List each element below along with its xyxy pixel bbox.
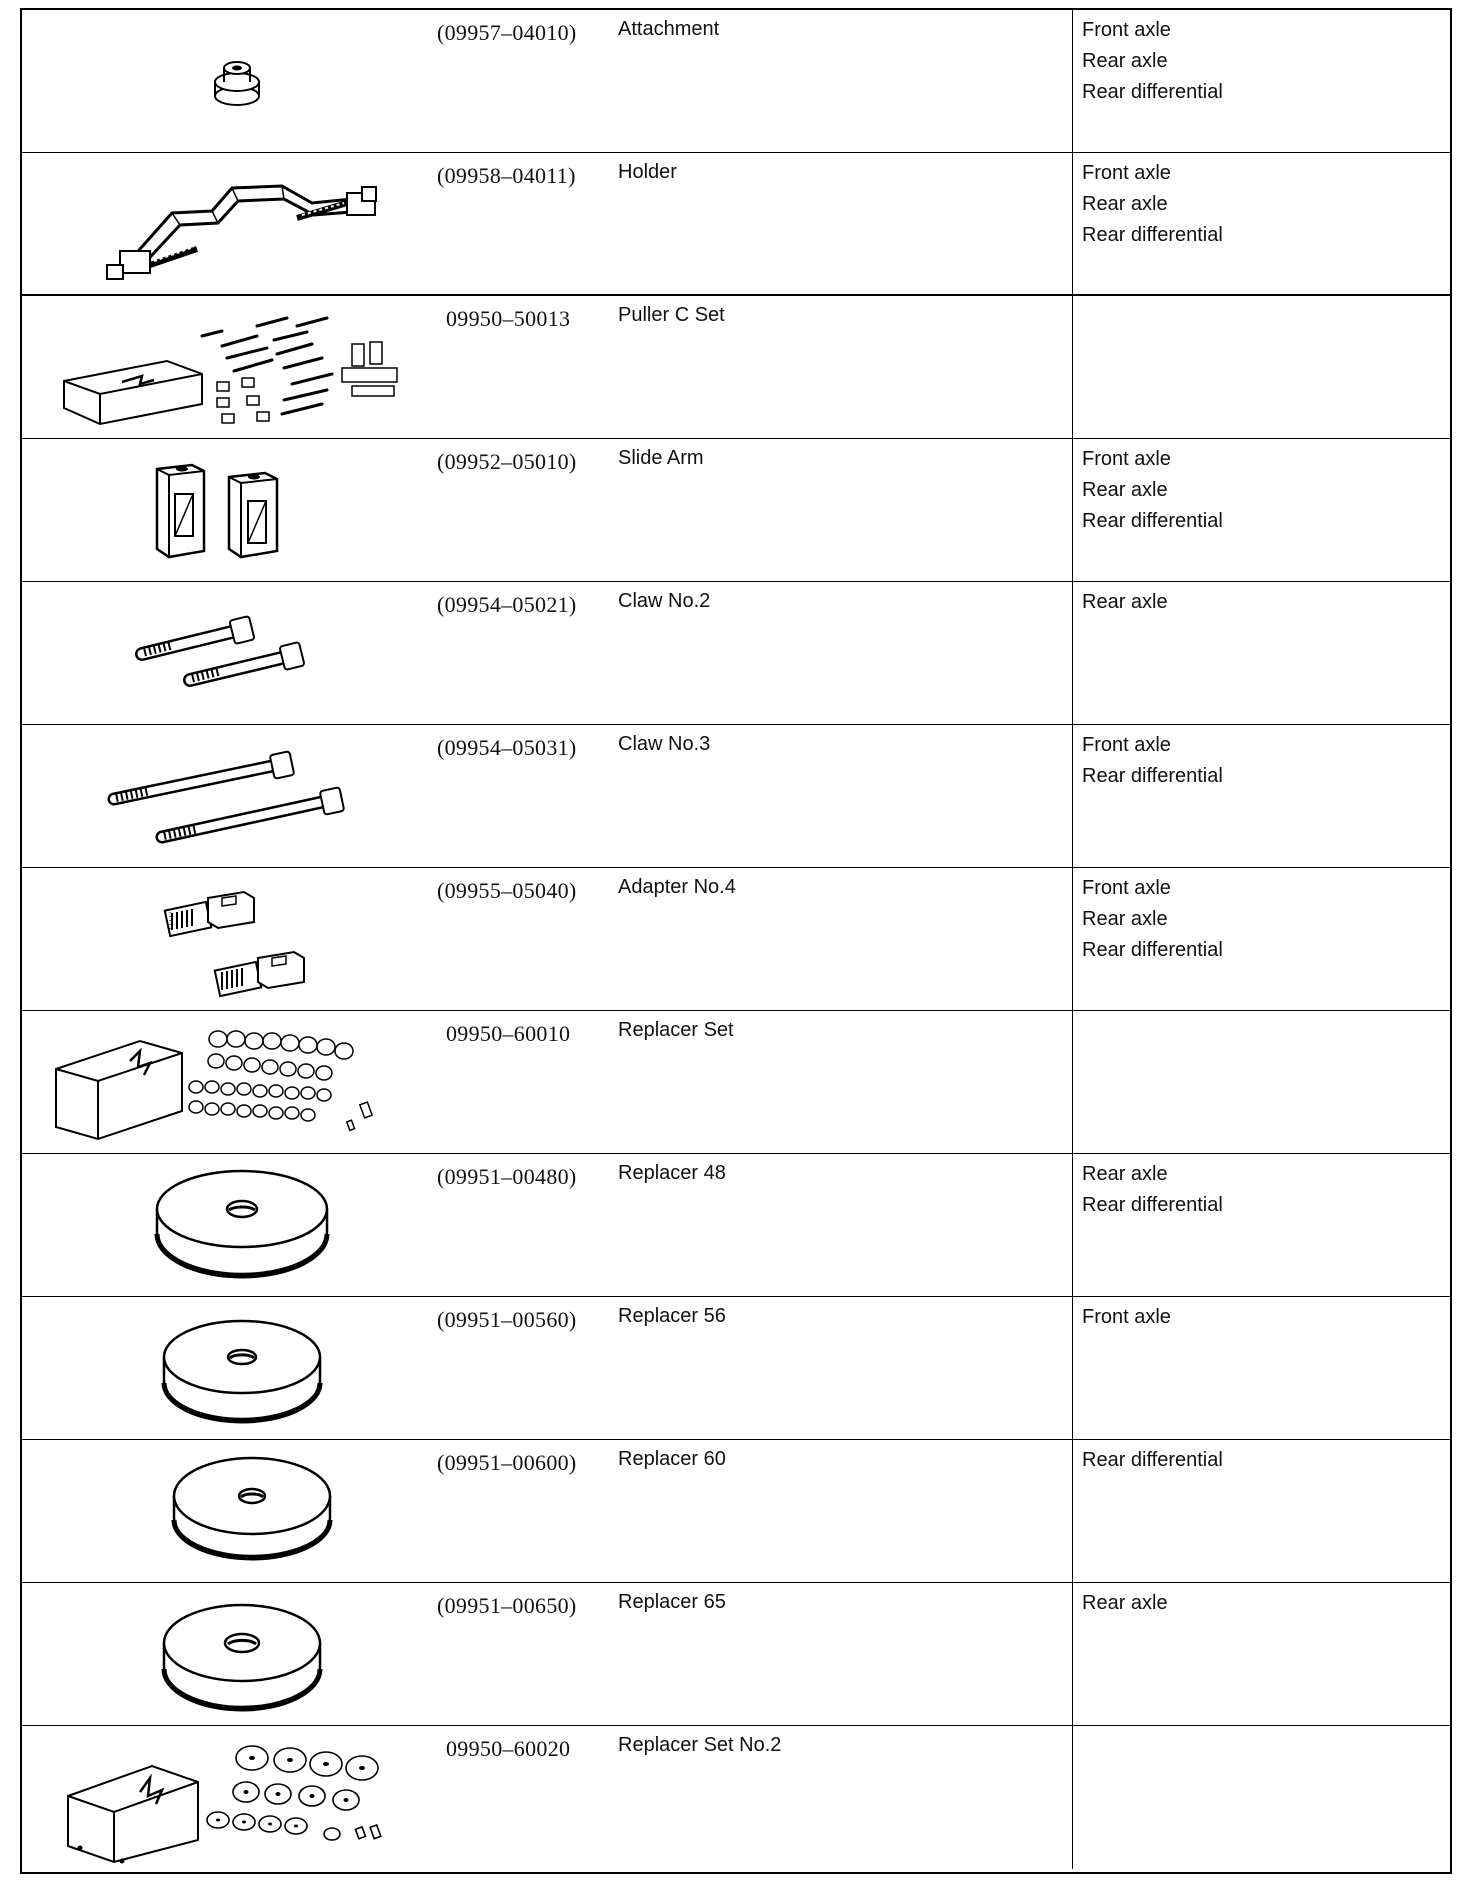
usage-item: Rear axle [1082, 1163, 1168, 1185]
tool-name: Replacer Set [618, 1019, 734, 1041]
usage-item: Front axle [1082, 877, 1171, 899]
table-row [22, 582, 1450, 725]
part-number: (09954–05021) [437, 592, 577, 617]
replacer-set-2-icon [22, 1726, 422, 1868]
usage-list [1082, 1591, 1168, 1622]
tool-name: Claw No.3 [618, 733, 711, 755]
usage-item: Rear axle [1082, 479, 1168, 501]
part-number: (09951–00560) [437, 1307, 577, 1332]
table-row [22, 1583, 1450, 1726]
part-number: (09957–04010) [437, 20, 577, 45]
replacer-disc-icon [22, 1297, 422, 1439]
tool-name: Replacer Set No.2 [618, 1734, 782, 1756]
usage-item: Rear differential [1082, 939, 1223, 961]
tool-name: Slide Arm [618, 447, 704, 469]
usage-item: Front axle [1082, 734, 1171, 756]
puller-set-icon [22, 296, 422, 438]
usage-list [1082, 1162, 1223, 1224]
usage-item: Rear differential [1082, 224, 1223, 246]
table-row [22, 725, 1450, 868]
replacer-set-icon [22, 1011, 422, 1153]
tool-name: Puller C Set [618, 304, 725, 326]
table-row [22, 868, 1450, 1011]
replacer-disc-icon [22, 1154, 422, 1296]
tool-name: Holder [618, 161, 677, 183]
tool-name: Replacer 56 [618, 1305, 726, 1327]
table-row [22, 153, 1450, 296]
tool-name: Replacer 60 [618, 1448, 726, 1470]
part-number: 09950–60020 [446, 1736, 571, 1761]
tool-name: Attachment [618, 18, 720, 40]
table-row [22, 1297, 1450, 1440]
part-number: (09951–00650) [437, 1593, 577, 1618]
part-number: (09958–04011) [437, 163, 576, 188]
tool-name: Claw No.2 [618, 590, 711, 612]
slide-arm-icon [22, 439, 422, 581]
part-number: (09954–05031) [437, 735, 577, 760]
part-number: (09951–00480) [437, 1164, 577, 1189]
table-row [22, 1154, 1450, 1297]
part-number: (09955–05040) [437, 878, 577, 903]
table-row [22, 1440, 1450, 1583]
holder-icon [22, 153, 422, 295]
usage-list [1082, 733, 1223, 795]
adapter-icon [22, 868, 422, 1010]
part-number: (09952–05010) [437, 449, 577, 474]
table-row [22, 1726, 1450, 1869]
usage-item: Rear differential [1082, 1449, 1223, 1471]
usage-item: Rear differential [1082, 1194, 1223, 1216]
usage-list [1082, 1448, 1223, 1479]
long-claw-icon [22, 725, 422, 867]
usage-item: Rear axle [1082, 50, 1168, 72]
claw-icon [22, 582, 422, 724]
usage-list [1082, 590, 1168, 621]
usage-list [1082, 1305, 1171, 1336]
usage-list [1082, 18, 1223, 111]
usage-item: Front axle [1082, 1306, 1171, 1328]
usage-item: Rear differential [1082, 81, 1223, 103]
tool-name: Replacer 65 [618, 1591, 726, 1613]
table-row [22, 1011, 1450, 1154]
table-row [22, 296, 1450, 439]
usage-item: Rear axle [1082, 1592, 1168, 1614]
part-number: 09950–50013 [446, 306, 571, 331]
usage-item: Rear axle [1082, 908, 1168, 930]
usage-item: Front axle [1082, 162, 1171, 184]
usage-item: Front axle [1082, 19, 1171, 41]
usage-item: Front axle [1082, 448, 1171, 470]
replacer-disc-icon [22, 1583, 422, 1725]
usage-item: Rear differential [1082, 510, 1223, 532]
special-service-tools-table [20, 8, 1452, 1874]
attachment-icon [22, 10, 422, 152]
usage-list [1082, 447, 1223, 540]
part-number: 09950–60010 [446, 1021, 571, 1046]
tool-name: Replacer 48 [618, 1162, 726, 1184]
usage-item: Rear axle [1082, 193, 1168, 215]
replacer-disc-icon [22, 1440, 422, 1582]
usage-item: Rear axle [1082, 591, 1168, 613]
table-row [22, 10, 1450, 153]
usage-item: Rear differential [1082, 765, 1223, 787]
table-row [22, 439, 1450, 582]
usage-list [1082, 161, 1223, 254]
part-number: (09951–00600) [437, 1450, 577, 1475]
usage-list [1082, 876, 1223, 969]
tool-name: Adapter No.4 [618, 876, 736, 898]
